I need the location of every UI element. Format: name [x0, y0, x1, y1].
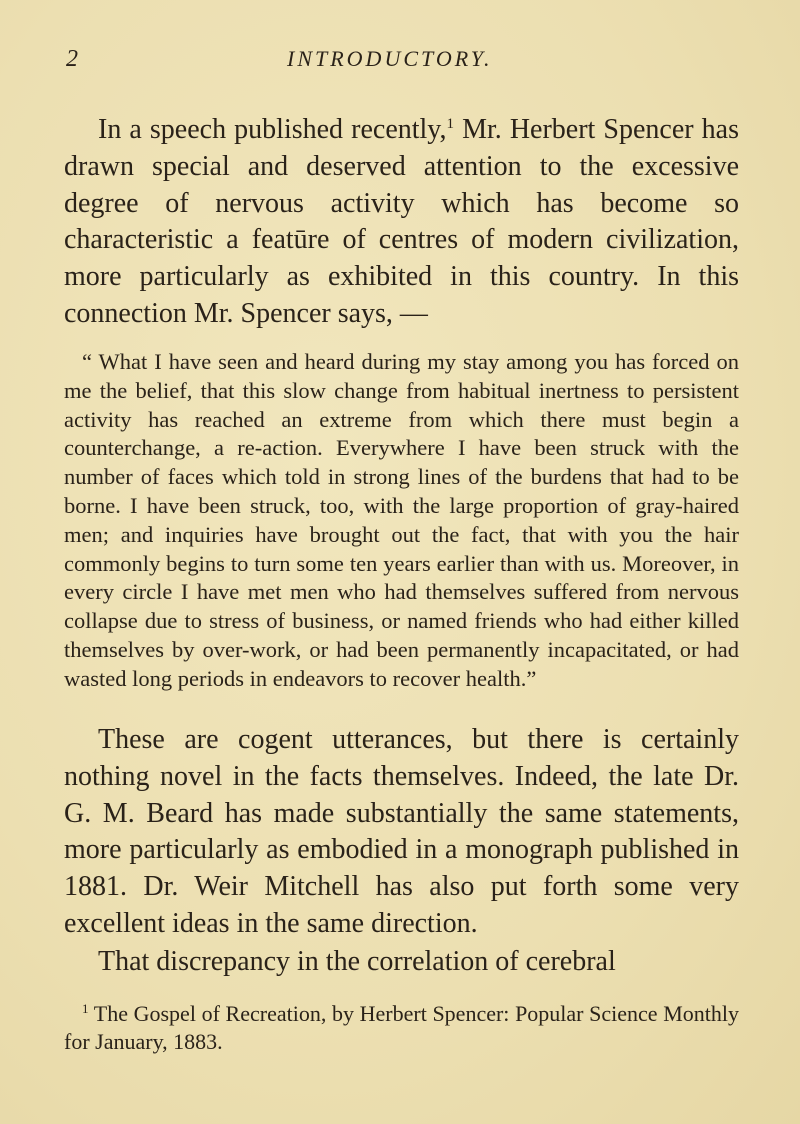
opening-text-start: In a speech published recently,	[98, 114, 447, 145]
second-paragraph: These are cogent utterances, but there is certainly nothing novel in the facts themselves. Indeed, the late Dr. G. M. Beard has made substantially the same statements, more particularly as embodied in a monograph published in 1881. Dr. Weir Mitchell has also put forth some very excellent ideas in the same direction.	[64, 724, 739, 939]
opening-paragraph-block	[64, 112, 739, 333]
opening-text-end: Mr. Herbert Spencer has drawn special and deserved attention to the excessive degree of nervous activity which has become so characteristic a featūre of centres of modern civilization, more particularly as exhibited in this country. In this connection Mr. Spencer says, —	[64, 114, 739, 329]
footnote-text: The Gospel of Recreation, by Herbert Spencer: Popular Science Monthly for January, 1883.	[64, 1001, 739, 1054]
footnote	[64, 1000, 739, 1056]
opening-paragraph	[64, 112, 739, 333]
footnote-block	[64, 1000, 739, 1056]
running-head: INTRODUCTORY.	[287, 46, 493, 71]
quotation-block	[64, 348, 739, 694]
spencer-quotation: “ What I have seen and heard during my stay among you has forced on me the belief, that this slow change from habitual inertness to persistent activity has reached an extreme from which there must begin a counterchange, a re-action. Everywhere I have been struck with the number of faces which told in strong lines of the burdens that had to be borne. I have been struck, too, with the large proportion of gray-haired men; and inquiries have brought out the fact, that with you the hair commonly begins to turn some ten years earlier than with us. Moreover, in every circle I have met men who had themselves suffered from nervous collapse due to stress of business, or named friends who had either killed themselves by over-work, or had been permanently incapacitated, or had wasted long periods in endeavors to recover health.”	[64, 349, 739, 691]
page-header	[0, 46, 800, 76]
page-number: 2	[66, 46, 79, 72]
second-paragraph-block	[64, 722, 739, 943]
footnote-reference: 1	[446, 116, 454, 132]
footnote-marker: 1	[82, 1001, 89, 1016]
third-paragraph-block	[64, 944, 739, 981]
third-paragraph: That discrepancy in the correlation of cerebral	[98, 946, 616, 977]
